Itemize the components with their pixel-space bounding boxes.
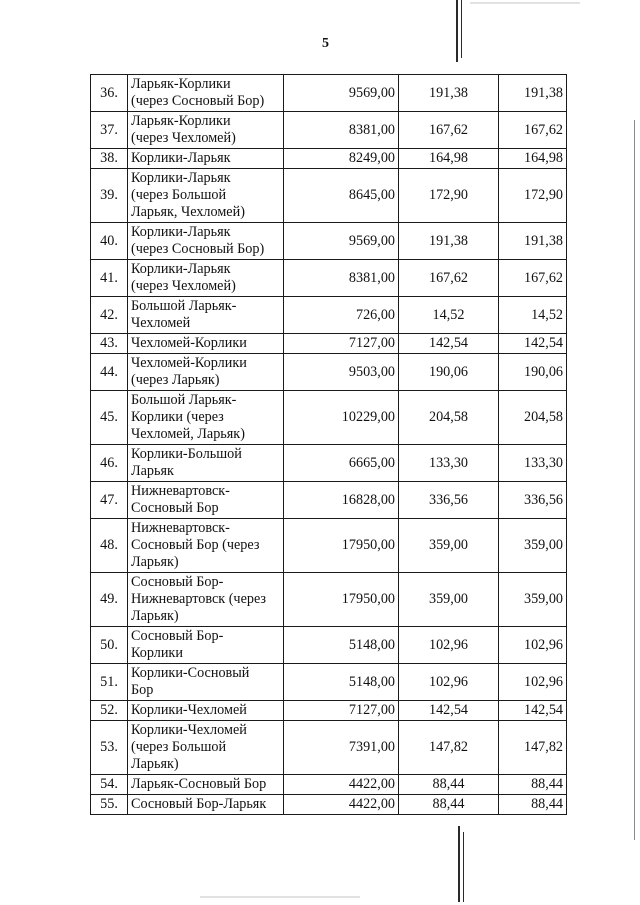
route-name-cell — [128, 573, 284, 627]
table-row — [91, 149, 567, 169]
route-name-line: Сосновый Бор — [131, 500, 219, 516]
table-row — [91, 75, 567, 112]
distance-cell: 16828,00 — [284, 482, 399, 519]
scan-artifact-right — [634, 120, 635, 840]
value-a-cell: 191,38 — [399, 223, 499, 260]
route-name-line: Ларьяк) — [131, 756, 179, 772]
value-a-cell: 102,96 — [399, 664, 499, 701]
value-a-cell: 359,00 — [399, 573, 499, 627]
route-name-line: Чехломей — [131, 315, 191, 331]
row-number-cell: 41. — [91, 260, 128, 297]
distance-cell: 7127,00 — [284, 701, 399, 721]
value-a-cell: 142,54 — [399, 334, 499, 354]
route-name-line: Сосновый Бор-Ларьяк — [131, 796, 267, 812]
value-a-cell: 133,30 — [399, 445, 499, 482]
table-row — [91, 701, 567, 721]
table-row — [91, 775, 567, 795]
table-row — [91, 573, 567, 627]
route-name-line: (через Чехломей) — [131, 278, 236, 294]
route-name-cell — [128, 701, 284, 721]
route-name-cell — [128, 297, 284, 334]
distance-cell: 4422,00 — [284, 775, 399, 795]
route-name-cell — [128, 627, 284, 664]
value-a-cell: 204,58 — [399, 391, 499, 445]
value-b-cell: 191,38 — [499, 75, 567, 112]
route-name-line: Корлики — [131, 645, 183, 661]
route-name-cell — [128, 260, 284, 297]
route-name-line: Корлики-Сосновый — [131, 665, 250, 681]
distance-cell: 7127,00 — [284, 334, 399, 354]
value-a-cell: 14,52 — [399, 297, 499, 334]
distance-cell: 7391,00 — [284, 721, 399, 775]
route-name-line: Ларьяк-Сосновый Бор — [131, 776, 267, 792]
value-b-cell: 88,44 — [499, 775, 567, 795]
table-row — [91, 627, 567, 664]
route-name-cell — [128, 445, 284, 482]
row-number-cell: 49. — [91, 573, 128, 627]
routes-table — [90, 74, 567, 815]
row-number-cell: 53. — [91, 721, 128, 775]
route-name-line: Корлики-Ларьяк — [131, 150, 231, 166]
route-name-line: (через Большой — [131, 739, 227, 755]
route-name-line: Ларьяк) — [131, 608, 179, 624]
route-name-cell — [128, 482, 284, 519]
route-name-cell — [128, 775, 284, 795]
table-row — [91, 334, 567, 354]
value-a-cell: 191,38 — [399, 75, 499, 112]
row-number-cell: 50. — [91, 627, 128, 664]
value-b-cell: 102,96 — [499, 627, 567, 664]
value-a-cell: 190,06 — [399, 354, 499, 391]
table-row — [91, 445, 567, 482]
route-name-line: Сосновый Бор- — [131, 628, 224, 644]
value-a-cell: 172,90 — [399, 169, 499, 223]
row-number-cell: 54. — [91, 775, 128, 795]
value-b-cell: 142,54 — [499, 334, 567, 354]
route-name-cell — [128, 149, 284, 169]
row-number-cell: 44. — [91, 354, 128, 391]
value-b-cell: 359,00 — [499, 573, 567, 627]
table-row — [91, 297, 567, 334]
distance-cell: 5148,00 — [284, 664, 399, 701]
scan-artifact-top — [461, 0, 462, 58]
value-b-cell: 172,90 — [499, 169, 567, 223]
route-name-cell — [128, 223, 284, 260]
value-b-cell: 14,52 — [499, 297, 567, 334]
scan-artifact-bottom — [458, 826, 460, 902]
value-b-cell: 102,96 — [499, 664, 567, 701]
distance-cell: 17950,00 — [284, 573, 399, 627]
distance-cell: 9503,00 — [284, 354, 399, 391]
table-row — [91, 519, 567, 573]
routes-table-body — [91, 75, 567, 815]
route-name-line: Чехломей-Корлики — [131, 355, 247, 371]
table-row — [91, 795, 567, 815]
value-a-cell: 336,56 — [399, 482, 499, 519]
route-name-line: Ларьяк — [131, 463, 174, 479]
route-name-cell — [128, 391, 284, 445]
route-name-cell — [128, 354, 284, 391]
route-name-line: Корлики-Ларьяк — [131, 170, 231, 186]
distance-cell: 726,00 — [284, 297, 399, 334]
route-name-line: Корлики-Чехломей — [131, 722, 247, 738]
value-b-cell: 190,06 — [499, 354, 567, 391]
row-number-cell: 55. — [91, 795, 128, 815]
route-name-line: (через Чехломей) — [131, 130, 236, 146]
route-name-cell — [128, 112, 284, 149]
table-row — [91, 260, 567, 297]
row-number-cell: 42. — [91, 297, 128, 334]
route-name-line: (через Сосновый Бор) — [131, 93, 265, 109]
value-b-cell: 167,62 — [499, 260, 567, 297]
value-b-cell: 191,38 — [499, 223, 567, 260]
table-row — [91, 112, 567, 149]
distance-cell: 8645,00 — [284, 169, 399, 223]
row-number-cell: 47. — [91, 482, 128, 519]
route-name-line: Корлики-Ларьяк — [131, 261, 231, 277]
route-name-line: (через Большой — [131, 187, 227, 203]
value-a-cell: 167,62 — [399, 112, 499, 149]
route-name-line: Большой Ларьяк- — [131, 298, 237, 314]
value-b-cell: 336,56 — [499, 482, 567, 519]
value-b-cell: 147,82 — [499, 721, 567, 775]
distance-cell: 10229,00 — [284, 391, 399, 445]
distance-cell: 4422,00 — [284, 795, 399, 815]
distance-cell: 5148,00 — [284, 627, 399, 664]
route-name-cell — [128, 519, 284, 573]
row-number-cell: 39. — [91, 169, 128, 223]
value-b-cell: 167,62 — [499, 112, 567, 149]
value-a-cell: 147,82 — [399, 721, 499, 775]
scan-artifact-top-right — [470, 2, 580, 4]
table-row — [91, 391, 567, 445]
value-b-cell: 142,54 — [499, 701, 567, 721]
route-name-cell — [128, 334, 284, 354]
value-b-cell: 133,30 — [499, 445, 567, 482]
route-name-line: Корлики (через — [131, 409, 224, 425]
route-name-cell — [128, 75, 284, 112]
route-name-line: Сосновый Бор (через — [131, 537, 260, 553]
row-number-cell: 52. — [91, 701, 128, 721]
table-row — [91, 169, 567, 223]
distance-cell: 8381,00 — [284, 112, 399, 149]
value-a-cell: 164,98 — [399, 149, 499, 169]
value-b-cell: 164,98 — [499, 149, 567, 169]
distance-cell: 17950,00 — [284, 519, 399, 573]
distance-cell: 9569,00 — [284, 75, 399, 112]
route-name-line: Нижневартовск- — [131, 520, 230, 536]
value-a-cell: 359,00 — [399, 519, 499, 573]
table-row — [91, 721, 567, 775]
distance-cell: 9569,00 — [284, 223, 399, 260]
route-name-cell — [128, 795, 284, 815]
route-name-line: Нижневартовск (через — [131, 591, 267, 607]
route-name-line: Корлики-Большой — [131, 446, 242, 462]
row-number-cell: 37. — [91, 112, 128, 149]
row-number-cell: 43. — [91, 334, 128, 354]
route-name-line: Корлики-Ларьяк — [131, 224, 231, 240]
row-number-cell: 45. — [91, 391, 128, 445]
route-name-line: Сосновый Бор- — [131, 574, 224, 590]
value-a-cell: 88,44 — [399, 795, 499, 815]
page-number: 5 — [322, 36, 329, 51]
route-name-line: Нижневартовск- — [131, 483, 230, 499]
route-name-line: Большой Ларьяк- — [131, 392, 237, 408]
table-row — [91, 223, 567, 260]
table-row — [91, 664, 567, 701]
route-name-cell — [128, 169, 284, 223]
route-name-line: (через Сосновый Бор) — [131, 241, 265, 257]
table-row — [91, 482, 567, 519]
value-b-cell: 359,00 — [499, 519, 567, 573]
route-name-line: Корлики-Чехломей — [131, 702, 247, 718]
route-name-line: Бор — [131, 682, 154, 698]
distance-cell: 8381,00 — [284, 260, 399, 297]
value-a-cell: 88,44 — [399, 775, 499, 795]
distance-cell: 6665,00 — [284, 445, 399, 482]
distance-cell: 8249,00 — [284, 149, 399, 169]
row-number-cell: 38. — [91, 149, 128, 169]
scan-artifact-bottom-left — [200, 896, 360, 898]
route-name-line: Ларьяк, Чехломей) — [131, 204, 245, 220]
row-number-cell: 46. — [91, 445, 128, 482]
route-name-line: Ларьяк-Корлики — [131, 76, 231, 92]
route-name-cell — [128, 721, 284, 775]
route-name-line: Чехломей, Ларьяк) — [131, 426, 245, 442]
scan-artifact-bottom — [463, 832, 464, 902]
row-number-cell: 36. — [91, 75, 128, 112]
value-a-cell: 102,96 — [399, 627, 499, 664]
route-name-line: Ларьяк) — [131, 554, 179, 570]
route-name-line: Ларьяк-Корлики — [131, 113, 231, 129]
value-b-cell: 88,44 — [499, 795, 567, 815]
value-a-cell: 142,54 — [399, 701, 499, 721]
scan-artifact-top — [456, 0, 458, 62]
route-name-line: (через Ларьяк) — [131, 372, 220, 388]
value-a-cell: 167,62 — [399, 260, 499, 297]
row-number-cell: 51. — [91, 664, 128, 701]
route-name-line: Чехломей-Корлики — [131, 335, 247, 351]
row-number-cell: 48. — [91, 519, 128, 573]
row-number-cell: 40. — [91, 223, 128, 260]
route-name-cell — [128, 664, 284, 701]
value-b-cell: 204,58 — [499, 391, 567, 445]
table-row — [91, 354, 567, 391]
